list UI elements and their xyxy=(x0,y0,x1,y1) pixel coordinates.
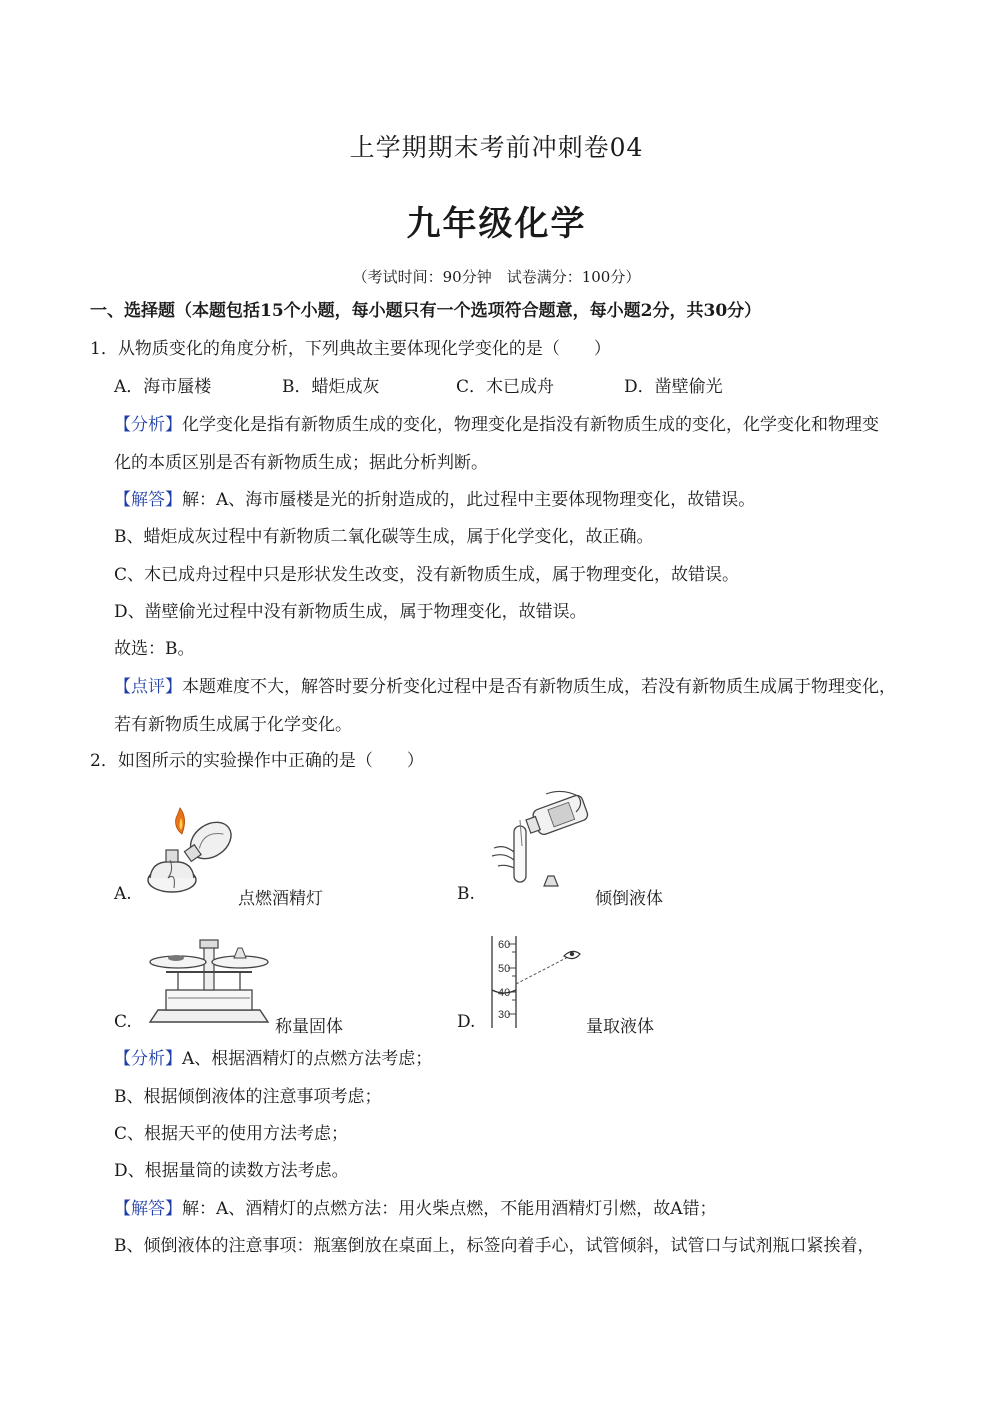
option-letter: B． xyxy=(282,377,312,397)
q1-option-d xyxy=(624,376,723,398)
analysis-text: 化学变化是指有新物质生成的变化，物理变化是指没有新物质生成的变化，化学变化和物理变 xyxy=(182,415,879,435)
figure-a-letter: A. xyxy=(114,884,132,904)
q2-analysis-line-1 xyxy=(114,1048,432,1070)
question-2-stem: 2．如图所示的实验操作中正确的是（ ） xyxy=(90,751,424,771)
q1-option-c xyxy=(456,376,554,398)
q1-comment-line-1 xyxy=(114,676,896,698)
option-letter: A． xyxy=(114,377,144,397)
cylinder-tick-label: 50 xyxy=(498,963,511,975)
balance-figure xyxy=(144,936,274,1028)
subject-title: 九年级化学 xyxy=(406,204,587,244)
figure-d-caption: 量取液体 xyxy=(586,1017,654,1037)
pouring-liquid-figure xyxy=(488,786,596,898)
answer-text: 解：A、酒精灯的点燃方法：用火柴点燃，不能用酒精灯引燃，故A错； xyxy=(182,1199,717,1219)
answer-tag: 【解答】 xyxy=(114,490,182,510)
q1-comment-line-2: 若有新物质生成属于化学变化。 xyxy=(114,715,352,735)
lighting-lamp-figure xyxy=(140,800,240,900)
q1-analysis-line-2: 化的本质区别是否有新物质生成；据此分析判断。 xyxy=(114,453,488,473)
figure-d-letter: D. xyxy=(457,1012,476,1032)
q1-choice: 故选：B。 xyxy=(114,639,195,659)
q1-answer-line-1 xyxy=(114,489,755,511)
figure-c-caption: 称量固体 xyxy=(275,1017,343,1037)
q1-analysis-line-1 xyxy=(114,414,879,436)
comment-tag: 【点评】 xyxy=(114,677,182,697)
q1-option-b xyxy=(282,376,380,398)
figure-c-letter: C. xyxy=(114,1012,132,1032)
option-text: 凿壁偷光 xyxy=(654,377,723,397)
cylinder-tick-label: 60 xyxy=(498,939,511,951)
q2-answer-line-2: B、倾倒液体的注意事项：瓶塞倒放在桌面上，标签向着手心，试管倾斜，试管口与试剂瓶口紧挨着， xyxy=(114,1236,875,1256)
cylinder-tick-label: 30 xyxy=(498,1009,511,1021)
answer-text: 解：A、海市蜃楼是光的折射造成的，此过程中主要体现物理变化，故错误。 xyxy=(182,490,756,510)
exam-info: （考试时间：90分钟 试卷满分：100分） xyxy=(352,268,641,286)
option-text: 木已成舟 xyxy=(486,377,555,397)
q2-answer-line-1 xyxy=(114,1198,717,1220)
question-1-stem: 1．从物质变化的角度分析，下列典故主要体现化学变化的是（ ） xyxy=(90,339,611,359)
analysis-tag: 【分析】 xyxy=(114,415,182,435)
q1-option-a xyxy=(114,376,211,398)
q2-analysis-line-2: B、根据倾倒液体的注意事项考虑； xyxy=(114,1087,382,1107)
q1-answer-line-3: C、木已成舟过程中只是形状发生改变，没有新物质生成，属于物理变化，故错误。 xyxy=(114,565,740,585)
comment-text: 本题难度不大，解答时要分析变化过程中是否有新物质生成，若没有新物质生成属于物理变化， xyxy=(182,677,896,697)
answer-tag: 【解答】 xyxy=(114,1199,182,1219)
option-text: 蜡炬成灰 xyxy=(311,377,380,397)
page-title: 上学期期末考前冲刺卷04 xyxy=(349,133,644,162)
figure-b-letter: B. xyxy=(457,884,475,904)
option-letter: D． xyxy=(624,377,655,397)
cylinder-tick-label: 40 xyxy=(498,987,511,999)
analysis-tag: 【分析】 xyxy=(114,1049,182,1069)
option-letter: C． xyxy=(456,377,487,397)
section-heading: 一、选择题（本题包括15个小题，每小题只有一个选项符合题意，每小题2分，共30分） xyxy=(90,301,762,321)
q1-answer-line-2: B、蜡炬成灰过程中有新物质二氧化碳等生成，属于化学变化，故正确。 xyxy=(114,527,654,547)
q1-answer-line-4: D、凿壁偷光过程中没有新物质生成，属于物理变化，故错误。 xyxy=(114,602,587,622)
option-text: 海市蜃楼 xyxy=(143,377,212,397)
figure-b-caption: 倾倒液体 xyxy=(595,889,663,909)
analysis-text: A、根据酒精灯的点燃方法考虑； xyxy=(182,1049,433,1069)
figure-a-caption: 点燃酒精灯 xyxy=(238,889,323,909)
graduated-cylinder-figure xyxy=(486,934,590,1030)
q2-analysis-line-4: D、根据量筒的读数方法考虑。 xyxy=(114,1161,349,1181)
q2-analysis-line-3: C、根据天平的使用方法考虑； xyxy=(114,1124,349,1144)
